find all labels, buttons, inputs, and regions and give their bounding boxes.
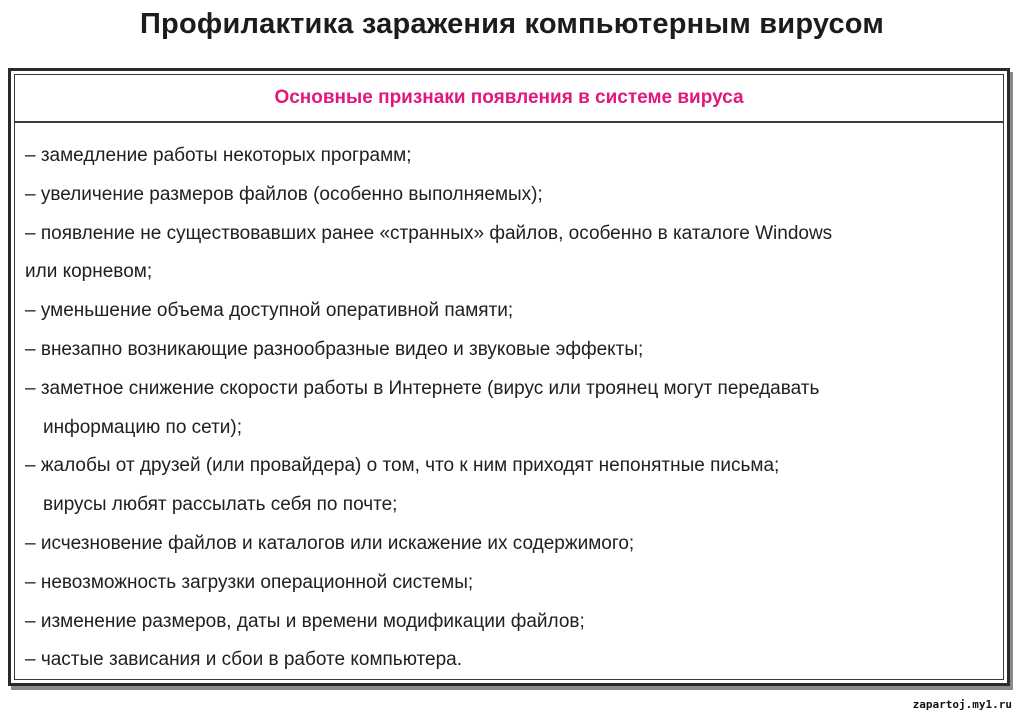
panel-inner-border — [14, 74, 1004, 680]
page-title: Профилактика заражения компьютерным вирусом — [140, 8, 884, 40]
watermark: zapartoj.my1.ru — [912, 698, 1012, 711]
list-item: – жалобы от друзей (или провайдера) о том, что к ним приходят непонятные письма; — [25, 455, 780, 477]
list-item-continuation: вирусы любят рассылать себя по почте; — [43, 494, 398, 516]
list-item: – замедление работы некоторых программ; — [25, 145, 412, 166]
list-item-continuation: или корневом; — [25, 261, 153, 283]
list-item: – уменьшение объема доступной оперативной памяти; — [25, 300, 514, 322]
list-item-continuation: информацию по сети); — [43, 416, 243, 438]
symptom-list — [25, 137, 997, 680]
list-item: – внезапно возникающие разнообразные видео и звуковые эффекты; — [25, 338, 644, 360]
list-item: – изменение размеров, даты и времени модификации файлов; — [25, 610, 585, 632]
list-item: – увеличение размеров файлов (особенно выполняемых); — [25, 183, 543, 205]
list-item: – заметное снижение скорости работы в Интернете (вирус или троянец могут передавать — [25, 377, 820, 399]
list-item: – частые зависания и сбои в работе компьютера. — [25, 649, 462, 671]
list-item: – появление не существовавших ранее «странных» файлов, особенно в каталоге Windows — [25, 222, 833, 244]
symptoms-panel — [8, 68, 1010, 686]
panel-heading: Основные признаки появления в системе вируса — [274, 87, 744, 108]
panel-header — [15, 75, 1003, 123]
list-item: – исчезновение файлов и каталогов или искажение их содержимого; — [25, 532, 635, 554]
list-item: – невозможность загрузки операционной системы; — [25, 571, 474, 593]
